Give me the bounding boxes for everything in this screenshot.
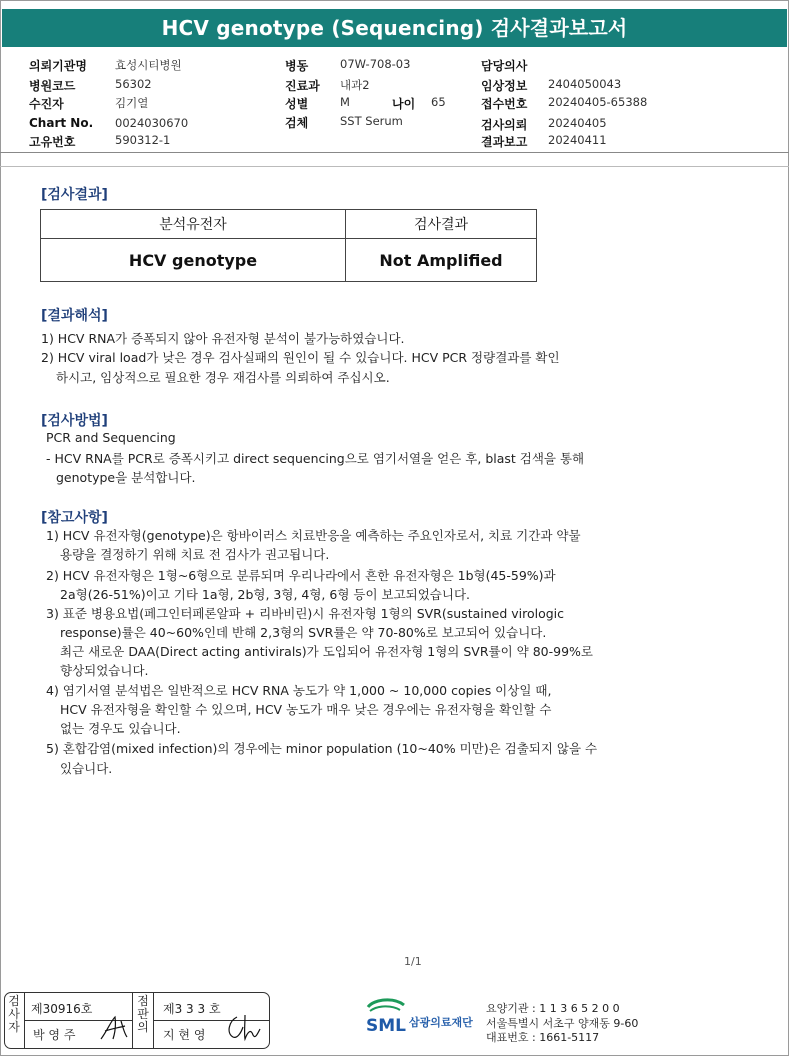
notes-line: 4) 염기서열 분석법은 일반적으로 HCV RNA 농도가 약 1,000 ~ 10,000 copies 이상일 때,	[46, 683, 552, 698]
ward-value: 07W-708-03	[340, 57, 411, 71]
tester-label: 검 사 자	[8, 994, 20, 1034]
result-section-title: [검사결과]	[41, 187, 108, 203]
result-value-cell: Not Amplified	[346, 239, 537, 282]
notes-line: 향상되었습니다.	[60, 663, 149, 678]
signature-box	[4, 992, 270, 1049]
sml-logo	[362, 997, 482, 1043]
report-date-label: 결과보고	[481, 135, 528, 149]
doctor-label: 담당의사	[481, 59, 528, 73]
interpretation-line: 1) HCV RNA가 증폭되지 않아 유전자형 분석이 불가능하였습니다.	[41, 331, 405, 346]
notes-section-title: [참고사항]	[41, 510, 108, 526]
institution-value: 효성시티병원	[115, 58, 182, 72]
receipt-label: 접수번호	[481, 97, 528, 111]
notes-line: 있습니다.	[60, 761, 113, 776]
result-table-row	[41, 239, 537, 282]
header-divider-top	[0, 152, 789, 153]
notes-line: 용량을 결정하기 위해 치료 전 검사가 권고됩니다.	[60, 547, 330, 562]
notes-line: 없는 경우도 있습니다.	[60, 721, 181, 736]
patient-label: 수진자	[29, 97, 64, 111]
clinical-value: 2404050043	[548, 77, 622, 91]
page-number: 1/1	[404, 955, 422, 968]
interpretation-line: 하시고, 임상적으로 필요한 경우 재검사를 의뢰하여 주십시오.	[56, 370, 390, 385]
tester-name: 박 영 주	[33, 1028, 76, 1042]
notes-line: 5) 혼합감염(mixed infection)의 경우에는 minor population (10~40% 미만)은 검출되지 않을 수	[46, 741, 598, 756]
care-institution: 요양기관 : 1 1 3 6 5 2 0 0	[486, 1002, 620, 1015]
dept-value: 내과2	[340, 78, 370, 92]
unique-no-value: 590312-1	[115, 133, 171, 147]
unique-no-label: 고유번호	[29, 135, 76, 149]
svg-text:SML: SML	[366, 1016, 406, 1036]
notes-line: 3) 표준 병용요법(페그인터페론알파 + 리바비린)시 유전자형 1형의 SVR(sustained virologic	[46, 606, 565, 621]
sign-divider	[132, 993, 133, 1048]
address: 서울특별시 서초구 양재동 9-60	[486, 1017, 639, 1030]
tester-signature	[97, 1013, 131, 1043]
reviewer-name: 지 현 영	[163, 1028, 206, 1042]
notes-line: 2) HCV 유전자형은 1형~6형으로 분류되며 우리나라에서 흔한 유전자형은 1b형(45-59%)과	[46, 568, 556, 583]
notes-line: response)률은 40~60%인데 반해 2,3형의 SVR률은 약 70-80%로 보고되어 있습니다.	[60, 625, 547, 640]
col-result-header: 검사결과	[346, 210, 537, 239]
reviewer-license: 제3 3 3 호	[163, 1002, 221, 1016]
sex-value: M	[340, 95, 350, 109]
tester-license: 제30916호	[31, 1002, 93, 1016]
reviewer-label: 점 판 의	[137, 994, 149, 1034]
chart-no-label: Chart No.	[29, 116, 94, 130]
foundation-name: 삼광의료재단	[409, 1016, 473, 1029]
ward-label: 병동	[285, 59, 309, 73]
sml-logo-icon	[364, 997, 408, 1037]
method-line: - HCV RNA를 PCR로 증폭시키고 direct sequencing으로 염기서열을 얻은 후, blast 검색을 통해	[46, 451, 585, 466]
notes-line: HCV 유전자형을 확인할 수 있으며, HCV 농도가 매우 낮은 경우에는 유전자형을 확인할 수	[60, 702, 552, 717]
patient-value: 김기열	[115, 96, 149, 110]
sex-label: 성별	[285, 97, 309, 111]
notes-line: 1) HCV 유전자형(genotype)은 항바이러스 치료반응을 예측하는 주요인자로서, 치료 기간과 약물	[46, 528, 581, 543]
method-section-title: [검사방법]	[41, 413, 108, 429]
specimen-label: 검체	[285, 116, 309, 130]
hospital-code-value: 56302	[115, 77, 152, 91]
report-title: HCV genotype (Sequencing) 검사결과보고서	[2, 9, 787, 47]
gene-cell: HCV genotype	[41, 239, 346, 282]
reviewer-signature	[223, 1011, 263, 1043]
age-label: 나이	[392, 97, 416, 111]
result-table-header	[41, 210, 537, 239]
report-date-value: 20240411	[548, 133, 607, 147]
method-line: genotype을 분석합니다.	[56, 470, 196, 485]
method-line: PCR and Sequencing	[46, 430, 176, 445]
request-date-value: 20240405	[548, 116, 607, 130]
chart-no-value: 0024030670	[115, 116, 189, 130]
col-gene-header: 분석유전자	[41, 210, 346, 239]
request-date-label: 검사의뢰	[481, 118, 528, 132]
interpretation-section-title: [결과해석]	[41, 308, 108, 324]
phone: 대표번호 : 1661-5117	[486, 1031, 600, 1044]
notes-line: 2a형(26-51%)이고 기타 1a형, 2b형, 3형, 4형, 6형 등이 보고되었습니다.	[60, 587, 471, 602]
result-table	[40, 209, 537, 282]
header-divider-bottom	[0, 166, 789, 167]
specimen-value: SST Serum	[340, 114, 403, 128]
institution-label: 의뢰기관명	[29, 59, 87, 73]
dept-label: 진료과	[285, 79, 320, 93]
notes-line: 최근 새로운 DAA(Direct acting antivirals)가 도입되어 유전자형 1형의 SVR률이 약 80-99%로	[60, 644, 593, 659]
interpretation-line: 2) HCV viral load가 낮은 경우 검사실패의 원인이 될 수 있습니다. HCV PCR 정량결과를 확인	[41, 350, 560, 365]
age-value: 65	[431, 95, 446, 109]
clinical-label: 임상정보	[481, 79, 528, 93]
receipt-value: 20240405-65388	[548, 95, 648, 109]
hospital-code-label: 병원코드	[29, 79, 76, 93]
